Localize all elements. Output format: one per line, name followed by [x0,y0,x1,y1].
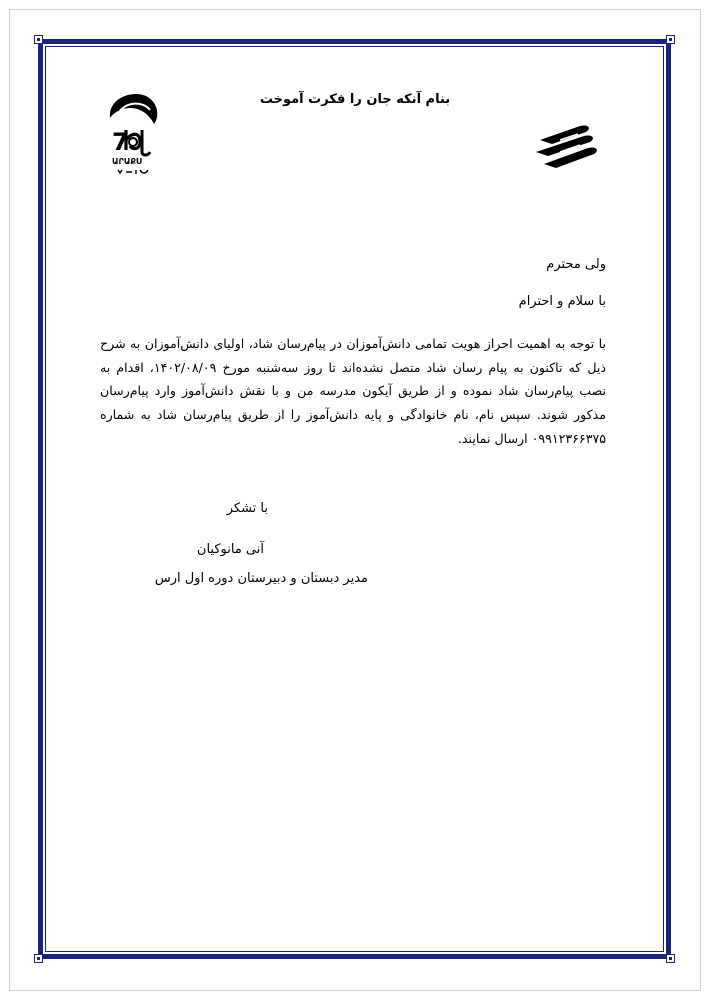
border-corner-bottom-right [666,954,675,963]
border-corner-top-right [666,35,675,44]
letter-salutation: با سلام و احترام [518,294,606,309]
border-corner-top-left [34,35,43,44]
letter-greeting: ولی محترم [546,257,606,272]
signer-title: مدیر دبستان و دبیرستان دوره اول ارس [154,571,368,586]
school-emblem-icon [102,88,164,178]
letter-body: با توجه به اهمیت احراز هویت تمامی دانش‌آموزان در پیام‌رسان شاد، اولیای دانش‌آموزان به شرح ذیل که تاکنون به پیام رسان شاد متصل نشده‌اند تا روز سه‌شنبه مورخ ۱۴۰۲/۰۸/۰۹، اقدام به نصب پیام‌رسان شاد نموده و از طریق آیکون مدرسه من و با نقش دانش‌آموز وارد پیام‌رسان مذکور شوند. سپس نام، نام خانوادگی و پایه دانش‌آموز را از طریق پیام‌رسان شاد به شماره ۰۹۹۱۲۳۶۶۳۷۵ ارسال نمایند. [100,336,606,446]
organization-logo-icon [530,122,610,172]
page-border-inner [45,46,664,952]
header-title: بنام آنکه جان را فکرت آموخت [259,92,451,107]
letter-closing: با تشکر [226,501,268,516]
signer-name: آنی مانوکیان [196,542,264,557]
svg-text:7: 7 [112,128,129,156]
svg-text:ԱՐԱՔՍ: ԱՐԱՔՍ [112,157,142,166]
border-corner-bottom-left [34,954,43,963]
